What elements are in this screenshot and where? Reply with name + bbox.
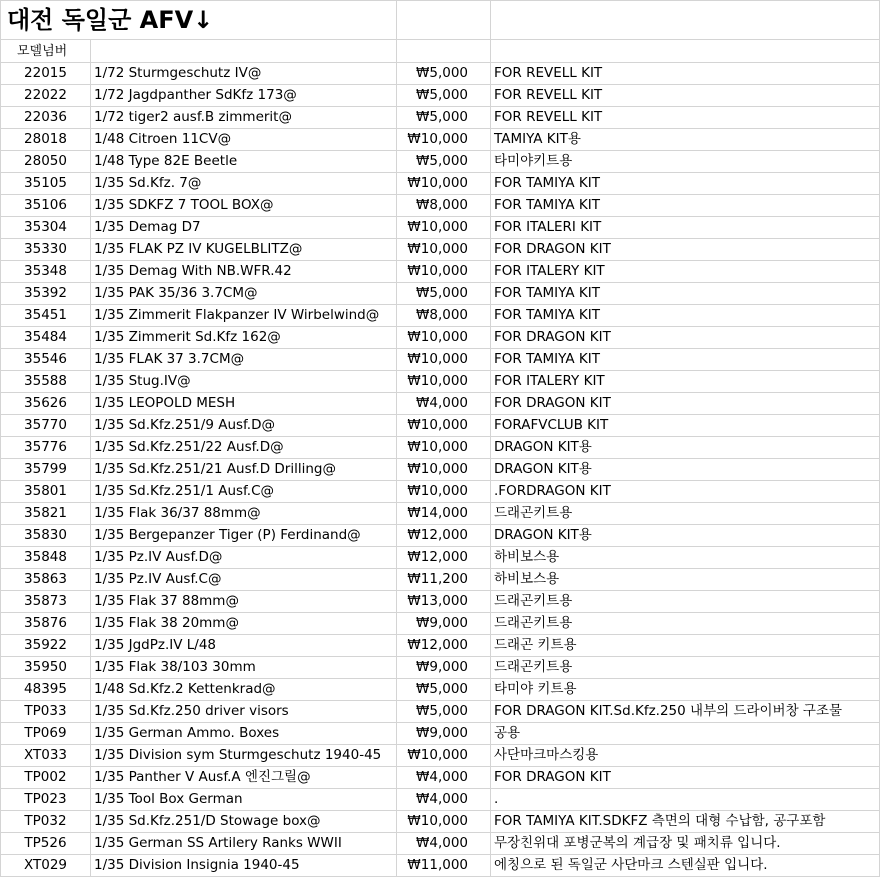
title-empty-cell[interactable] bbox=[491, 1, 880, 40]
product-name-cell[interactable]: 1/35 Pz.IV Ausf.C@ bbox=[91, 569, 397, 591]
product-name-cell[interactable]: 1/35 Zimmerit Sd.Kfz 162@ bbox=[91, 327, 397, 349]
price-cell[interactable]: ₩5,000 bbox=[397, 85, 491, 107]
table-row bbox=[1, 503, 880, 525]
table-row bbox=[1, 569, 880, 591]
model-number-cell[interactable]: TP032 bbox=[1, 811, 91, 833]
note-cell[interactable]: FOR DRAGON KIT bbox=[491, 393, 880, 415]
product-name-cell[interactable]: 1/35 PAK 35/36 3.7CM@ bbox=[91, 283, 397, 305]
price-cell[interactable]: ₩12,000 bbox=[397, 525, 491, 547]
header-empty-cell[interactable] bbox=[91, 40, 397, 63]
model-number-cell[interactable]: 28050 bbox=[1, 151, 91, 173]
note-cell[interactable]: 드래곤 키트용 bbox=[491, 635, 880, 657]
product-name-cell[interactable]: 1/35 Sd.Kfz.251/9 Ausf.D@ bbox=[91, 415, 397, 437]
table-row bbox=[1, 547, 880, 569]
product-name-cell[interactable]: 1/35 LEOPOLD MESH bbox=[91, 393, 397, 415]
product-name-cell[interactable]: 1/35 Panther V Ausf.A 엔진그릴@ bbox=[91, 767, 397, 789]
model-number-cell[interactable]: TP069 bbox=[1, 723, 91, 745]
product-name-cell[interactable]: 1/35 Demag D7 bbox=[91, 217, 397, 239]
product-name-cell[interactable]: 1/35 FLAK 37 3.7CM@ bbox=[91, 349, 397, 371]
sheet-body bbox=[1, 1, 880, 877]
price-cell[interactable]: ₩10,000 bbox=[397, 261, 491, 283]
table-row bbox=[1, 811, 880, 833]
note-cell[interactable]: 하비보스용 bbox=[491, 547, 880, 569]
product-name-cell[interactable]: 1/35 Pz.IV Ausf.D@ bbox=[91, 547, 397, 569]
note-cell[interactable]: FORAFVCLUB KIT bbox=[491, 415, 880, 437]
model-number-cell[interactable]: 35770 bbox=[1, 415, 91, 437]
note-cell[interactable]: FOR REVELL KIT bbox=[491, 107, 880, 129]
model-number-cell[interactable]: 35830 bbox=[1, 525, 91, 547]
price-cell[interactable]: ₩10,000 bbox=[397, 239, 491, 261]
header-model-number[interactable]: 모델넘버 bbox=[1, 40, 91, 63]
model-number-cell[interactable]: 35626 bbox=[1, 393, 91, 415]
model-number-cell[interactable]: 35105 bbox=[1, 173, 91, 195]
model-number-cell[interactable]: 35330 bbox=[1, 239, 91, 261]
price-cell[interactable]: ₩10,000 bbox=[397, 459, 491, 481]
price-cell[interactable]: ₩4,000 bbox=[397, 393, 491, 415]
model-number-cell[interactable]: 22022 bbox=[1, 85, 91, 107]
product-name-cell[interactable]: 1/35 Sd.Kfz. 7@ bbox=[91, 173, 397, 195]
product-name-cell[interactable]: 1/48 Sd.Kfz.2 Kettenkrad@ bbox=[91, 679, 397, 701]
table-row bbox=[1, 107, 880, 129]
price-cell[interactable]: ₩5,000 bbox=[397, 63, 491, 85]
product-name-cell[interactable]: 1/35 Flak 38/103 30mm bbox=[91, 657, 397, 679]
product-name-cell[interactable]: 1/35 German Ammo. Boxes bbox=[91, 723, 397, 745]
table-row bbox=[1, 151, 880, 173]
note-cell[interactable]: DRAGON KIT용 bbox=[491, 525, 880, 547]
price-cell[interactable]: ₩11,000 bbox=[397, 855, 491, 877]
product-name-cell[interactable]: 1/35 FLAK PZ IV KUGELBLITZ@ bbox=[91, 239, 397, 261]
table-row bbox=[1, 459, 880, 481]
model-number-cell[interactable]: 28018 bbox=[1, 129, 91, 151]
note-cell[interactable]: FOR TAMIYA KIT.SDKFZ 측면의 대형 수납함, 공구포함 bbox=[491, 811, 880, 833]
table-row bbox=[1, 283, 880, 305]
title-empty-cell[interactable] bbox=[397, 1, 491, 40]
note-cell[interactable]: FOR ITALERY KIT bbox=[491, 371, 880, 393]
table-row bbox=[1, 855, 880, 877]
table-row bbox=[1, 349, 880, 371]
product-name-cell[interactable]: 1/35 Tool Box German bbox=[91, 789, 397, 811]
model-number-cell[interactable]: 35106 bbox=[1, 195, 91, 217]
note-cell[interactable]: FOR ITALERI KIT bbox=[491, 217, 880, 239]
price-cell[interactable]: ₩10,000 bbox=[397, 173, 491, 195]
note-cell[interactable]: 공용 bbox=[491, 723, 880, 745]
note-cell[interactable]: DRAGON KIT용 bbox=[491, 459, 880, 481]
header-empty-cell[interactable] bbox=[397, 40, 491, 63]
price-cell[interactable]: ₩4,000 bbox=[397, 767, 491, 789]
price-cell[interactable]: ₩11,200 bbox=[397, 569, 491, 591]
note-cell[interactable]: FOR DRAGON KIT bbox=[491, 327, 880, 349]
note-cell[interactable]: . bbox=[491, 789, 880, 811]
table-row bbox=[1, 217, 880, 239]
table-row bbox=[1, 195, 880, 217]
note-cell[interactable]: 드래곤키트용 bbox=[491, 503, 880, 525]
price-cell[interactable]: ₩10,000 bbox=[397, 327, 491, 349]
note-cell[interactable]: FOR TAMIYA KIT bbox=[491, 195, 880, 217]
model-number-cell[interactable]: 35950 bbox=[1, 657, 91, 679]
table-row bbox=[1, 613, 880, 635]
table-row bbox=[1, 327, 880, 349]
model-number-cell[interactable]: 35392 bbox=[1, 283, 91, 305]
price-cell[interactable]: ₩8,000 bbox=[397, 305, 491, 327]
price-cell[interactable]: ₩10,000 bbox=[397, 371, 491, 393]
product-name-cell[interactable]: 1/35 Demag With NB.WFR.42 bbox=[91, 261, 397, 283]
model-number-cell[interactable]: 35821 bbox=[1, 503, 91, 525]
title-row bbox=[1, 1, 880, 40]
table-row bbox=[1, 789, 880, 811]
product-name-cell[interactable]: 1/72 Sturmgeschutz IV@ bbox=[91, 63, 397, 85]
table-row bbox=[1, 63, 880, 85]
table-row bbox=[1, 437, 880, 459]
table-row bbox=[1, 767, 880, 789]
price-cell[interactable]: ₩12,000 bbox=[397, 635, 491, 657]
price-cell[interactable]: ₩10,000 bbox=[397, 811, 491, 833]
product-name-cell[interactable]: 1/35 JgdPz.IV L/48 bbox=[91, 635, 397, 657]
note-cell[interactable]: 에칭으로 된 독일군 사단마크 스텐실판 입니다. bbox=[491, 855, 880, 877]
product-name-cell[interactable]: 1/35 German SS Artilery Ranks WWII bbox=[91, 833, 397, 855]
note-cell[interactable]: TAMIYA KIT용 bbox=[491, 129, 880, 151]
table-row bbox=[1, 723, 880, 745]
table-row bbox=[1, 239, 880, 261]
note-cell[interactable]: FOR TAMIYA KIT bbox=[491, 349, 880, 371]
table-row bbox=[1, 833, 880, 855]
table-row bbox=[1, 679, 880, 701]
note-cell[interactable]: DRAGON KIT용 bbox=[491, 437, 880, 459]
table-row bbox=[1, 525, 880, 547]
product-name-cell[interactable]: 1/48 Citroen 11CV@ bbox=[91, 129, 397, 151]
price-cell[interactable]: ₩9,000 bbox=[397, 657, 491, 679]
product-name-cell[interactable]: 1/35 Flak 36/37 88mm@ bbox=[91, 503, 397, 525]
table-row bbox=[1, 635, 880, 657]
model-number-cell[interactable]: 22015 bbox=[1, 63, 91, 85]
table-row bbox=[1, 701, 880, 723]
product-name-cell[interactable]: 1/35 Flak 37 88mm@ bbox=[91, 591, 397, 613]
table-row bbox=[1, 173, 880, 195]
price-cell[interactable]: ₩10,000 bbox=[397, 415, 491, 437]
product-name-cell[interactable]: 1/72 tiger2 ausf.B zimmerit@ bbox=[91, 107, 397, 129]
product-name-cell[interactable]: 1/35 Division sym Sturmgeschutz 1940-45 bbox=[91, 745, 397, 767]
model-number-cell[interactable]: 35451 bbox=[1, 305, 91, 327]
model-number-cell[interactable]: 35348 bbox=[1, 261, 91, 283]
model-number-cell[interactable]: 35546 bbox=[1, 349, 91, 371]
price-cell[interactable]: ₩10,000 bbox=[397, 217, 491, 239]
product-name-cell[interactable]: 1/35 Zimmerit Flakpanzer IV Wirbelwind@ bbox=[91, 305, 397, 327]
note-cell[interactable]: FOR ITALERY KIT bbox=[491, 261, 880, 283]
price-cell[interactable]: ₩5,000 bbox=[397, 107, 491, 129]
note-cell[interactable]: 타미야키트용 bbox=[491, 151, 880, 173]
note-cell[interactable]: FOR REVELL KIT bbox=[491, 85, 880, 107]
model-number-cell[interactable]: XT029 bbox=[1, 855, 91, 877]
model-number-cell[interactable]: 35484 bbox=[1, 327, 91, 349]
price-cell[interactable]: ₩10,000 bbox=[397, 745, 491, 767]
note-cell[interactable]: 사단마크마스킹용 bbox=[491, 745, 880, 767]
model-number-cell[interactable]: 35863 bbox=[1, 569, 91, 591]
product-name-cell[interactable]: 1/35 Bergepanzer Tiger (P) Ferdinand@ bbox=[91, 525, 397, 547]
model-number-cell[interactable]: 35776 bbox=[1, 437, 91, 459]
table-row bbox=[1, 591, 880, 613]
product-name-cell[interactable]: 1/48 Type 82E Beetle bbox=[91, 151, 397, 173]
model-number-cell[interactable]: 35801 bbox=[1, 481, 91, 503]
product-name-cell[interactable]: 1/72 Jagdpanther SdKfz 173@ bbox=[91, 85, 397, 107]
table-row bbox=[1, 129, 880, 151]
model-number-cell[interactable]: 35876 bbox=[1, 613, 91, 635]
model-number-cell[interactable]: 48395 bbox=[1, 679, 91, 701]
product-name-cell[interactable]: 1/35 Sd.Kfz.251/21 Ausf.D Drilling@ bbox=[91, 459, 397, 481]
price-cell[interactable]: ₩14,000 bbox=[397, 503, 491, 525]
model-number-cell[interactable]: 35588 bbox=[1, 371, 91, 393]
product-name-cell[interactable]: 1/35 Sd.Kfz.251/D Stowage box@ bbox=[91, 811, 397, 833]
price-cell[interactable]: ₩10,000 bbox=[397, 349, 491, 371]
price-cell[interactable]: ₩10,000 bbox=[397, 129, 491, 151]
note-cell[interactable]: FOR REVELL KIT bbox=[491, 63, 880, 85]
table-row bbox=[1, 393, 880, 415]
price-cell[interactable]: ₩9,000 bbox=[397, 723, 491, 745]
product-name-cell[interactable]: 1/35 Sd.Kfz.251/1 Ausf.C@ bbox=[91, 481, 397, 503]
price-cell[interactable]: ₩10,000 bbox=[397, 481, 491, 503]
note-cell[interactable]: 드래곤키트용 bbox=[491, 657, 880, 679]
price-cell[interactable]: ₩5,000 bbox=[397, 151, 491, 173]
table-row bbox=[1, 745, 880, 767]
header-row bbox=[1, 40, 880, 63]
product-name-cell[interactable]: 1/35 Flak 38 20mm@ bbox=[91, 613, 397, 635]
table-row bbox=[1, 305, 880, 327]
product-name-cell[interactable]: 1/35 Stug.IV@ bbox=[91, 371, 397, 393]
note-cell[interactable]: FOR TAMIYA KIT bbox=[491, 283, 880, 305]
model-number-cell[interactable]: TP002 bbox=[1, 767, 91, 789]
price-cell[interactable]: ₩13,000 bbox=[397, 591, 491, 613]
note-cell[interactable]: 무장친위대 포병군복의 계급장 및 패치류 입니다. bbox=[491, 833, 880, 855]
header-empty-cell[interactable] bbox=[491, 40, 880, 63]
model-number-cell[interactable]: 35922 bbox=[1, 635, 91, 657]
product-name-cell[interactable]: 1/35 SDKFZ 7 TOOL BOX@ bbox=[91, 195, 397, 217]
price-cell[interactable]: ₩4,000 bbox=[397, 833, 491, 855]
model-number-cell[interactable]: 35799 bbox=[1, 459, 91, 481]
model-number-cell[interactable]: 35304 bbox=[1, 217, 91, 239]
table-row bbox=[1, 371, 880, 393]
note-cell[interactable]: 드래곤키트용 bbox=[491, 613, 880, 635]
price-cell[interactable]: ₩10,000 bbox=[397, 437, 491, 459]
model-number-cell[interactable]: 35848 bbox=[1, 547, 91, 569]
model-number-cell[interactable]: 35873 bbox=[1, 591, 91, 613]
model-number-cell[interactable]: TP526 bbox=[1, 833, 91, 855]
table-row bbox=[1, 261, 880, 283]
model-number-cell[interactable]: 22036 bbox=[1, 107, 91, 129]
price-cell[interactable]: ₩5,000 bbox=[397, 679, 491, 701]
price-cell[interactable]: ₩5,000 bbox=[397, 283, 491, 305]
table-row bbox=[1, 85, 880, 107]
sheet-title[interactable]: 대전 독일군 AFV↓ bbox=[1, 1, 397, 40]
note-cell[interactable]: 드래곤키트용 bbox=[491, 591, 880, 613]
price-cell[interactable]: ₩9,000 bbox=[397, 613, 491, 635]
table-row bbox=[1, 415, 880, 437]
price-cell[interactable]: ₩8,000 bbox=[397, 195, 491, 217]
note-cell[interactable]: 하비보스용 bbox=[491, 569, 880, 591]
product-name-cell[interactable]: 1/35 Division Insignia 1940-45 bbox=[91, 855, 397, 877]
note-cell[interactable]: FOR DRAGON KIT bbox=[491, 239, 880, 261]
product-name-cell[interactable]: 1/35 Sd.Kfz.251/22 Ausf.D@ bbox=[91, 437, 397, 459]
note-cell[interactable]: 타미야 키트용 bbox=[491, 679, 880, 701]
table-row bbox=[1, 657, 880, 679]
note-cell[interactable]: FOR TAMIYA KIT bbox=[491, 305, 880, 327]
price-cell[interactable]: ₩12,000 bbox=[397, 547, 491, 569]
model-number-cell[interactable]: TP023 bbox=[1, 789, 91, 811]
note-cell[interactable]: FOR DRAGON KIT bbox=[491, 767, 880, 789]
model-number-cell[interactable]: XT033 bbox=[1, 745, 91, 767]
note-cell[interactable]: FOR DRAGON KIT.Sd.Kfz.250 내부의 드라이버창 구조물 bbox=[491, 701, 880, 723]
price-cell[interactable]: ₩5,000 bbox=[397, 701, 491, 723]
product-name-cell[interactable]: 1/35 Sd.Kfz.250 driver visors bbox=[91, 701, 397, 723]
model-number-cell[interactable]: TP033 bbox=[1, 701, 91, 723]
price-cell[interactable]: ₩4,000 bbox=[397, 789, 491, 811]
note-cell[interactable]: .FORDRAGON KIT bbox=[491, 481, 880, 503]
table-row bbox=[1, 481, 880, 503]
note-cell[interactable]: FOR TAMIYA KIT bbox=[491, 173, 880, 195]
